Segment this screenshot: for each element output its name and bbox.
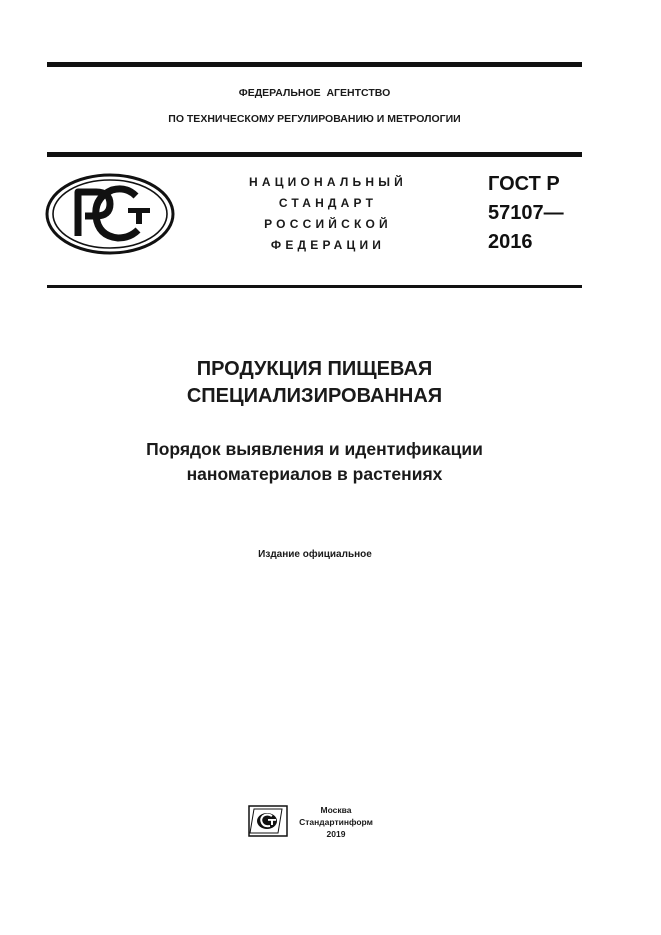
publisher-name: Стандартинформ	[299, 817, 373, 827]
mid-rule	[47, 285, 582, 288]
publisher-info	[296, 804, 376, 840]
standard-type-line: ФЕДЕРАЦИИ	[270, 238, 386, 252]
publisher-city: Москва	[320, 805, 352, 815]
standard-type-line: НАЦИОНАЛЬНЫЙ	[248, 175, 408, 189]
standard-code	[488, 170, 564, 257]
document-subtitle-line2: наноматериалов в растениях	[186, 464, 443, 484]
document-subtitle-line1: Порядок выявления и идентификации	[146, 439, 483, 459]
rst-gost-emblem-icon	[44, 172, 176, 256]
agency-name-line2: ПО ТЕХНИЧЕСКОМУ РЕГУЛИРОВАНИЮ И МЕТРОЛОГИИ	[168, 113, 461, 125]
standard-type-line: РОССИЙСКОЙ	[264, 217, 392, 231]
standard-code-line2: 57107—	[488, 202, 564, 224]
standard-code-line1: ГОСТ Р	[488, 173, 560, 195]
agency-name-line1: ФЕДЕРАЛЬНОЕ АГЕНТСТВО	[238, 87, 391, 99]
top-rule	[47, 62, 582, 67]
standartinform-logo-icon	[248, 805, 288, 837]
publisher-year: 2019	[326, 829, 346, 839]
standard-code-line3: 2016	[488, 231, 533, 253]
edition-note: Издание официальное	[258, 549, 372, 560]
document-title-line1: ПРОДУКЦИЯ ПИЩЕВАЯ	[196, 358, 433, 380]
document-title-line2: СПЕЦИАЛИЗИРОВАННАЯ	[186, 385, 443, 407]
header-rule	[47, 152, 582, 157]
standard-type-block	[230, 172, 426, 256]
standard-type-line: СТАНДАРТ	[278, 196, 378, 210]
